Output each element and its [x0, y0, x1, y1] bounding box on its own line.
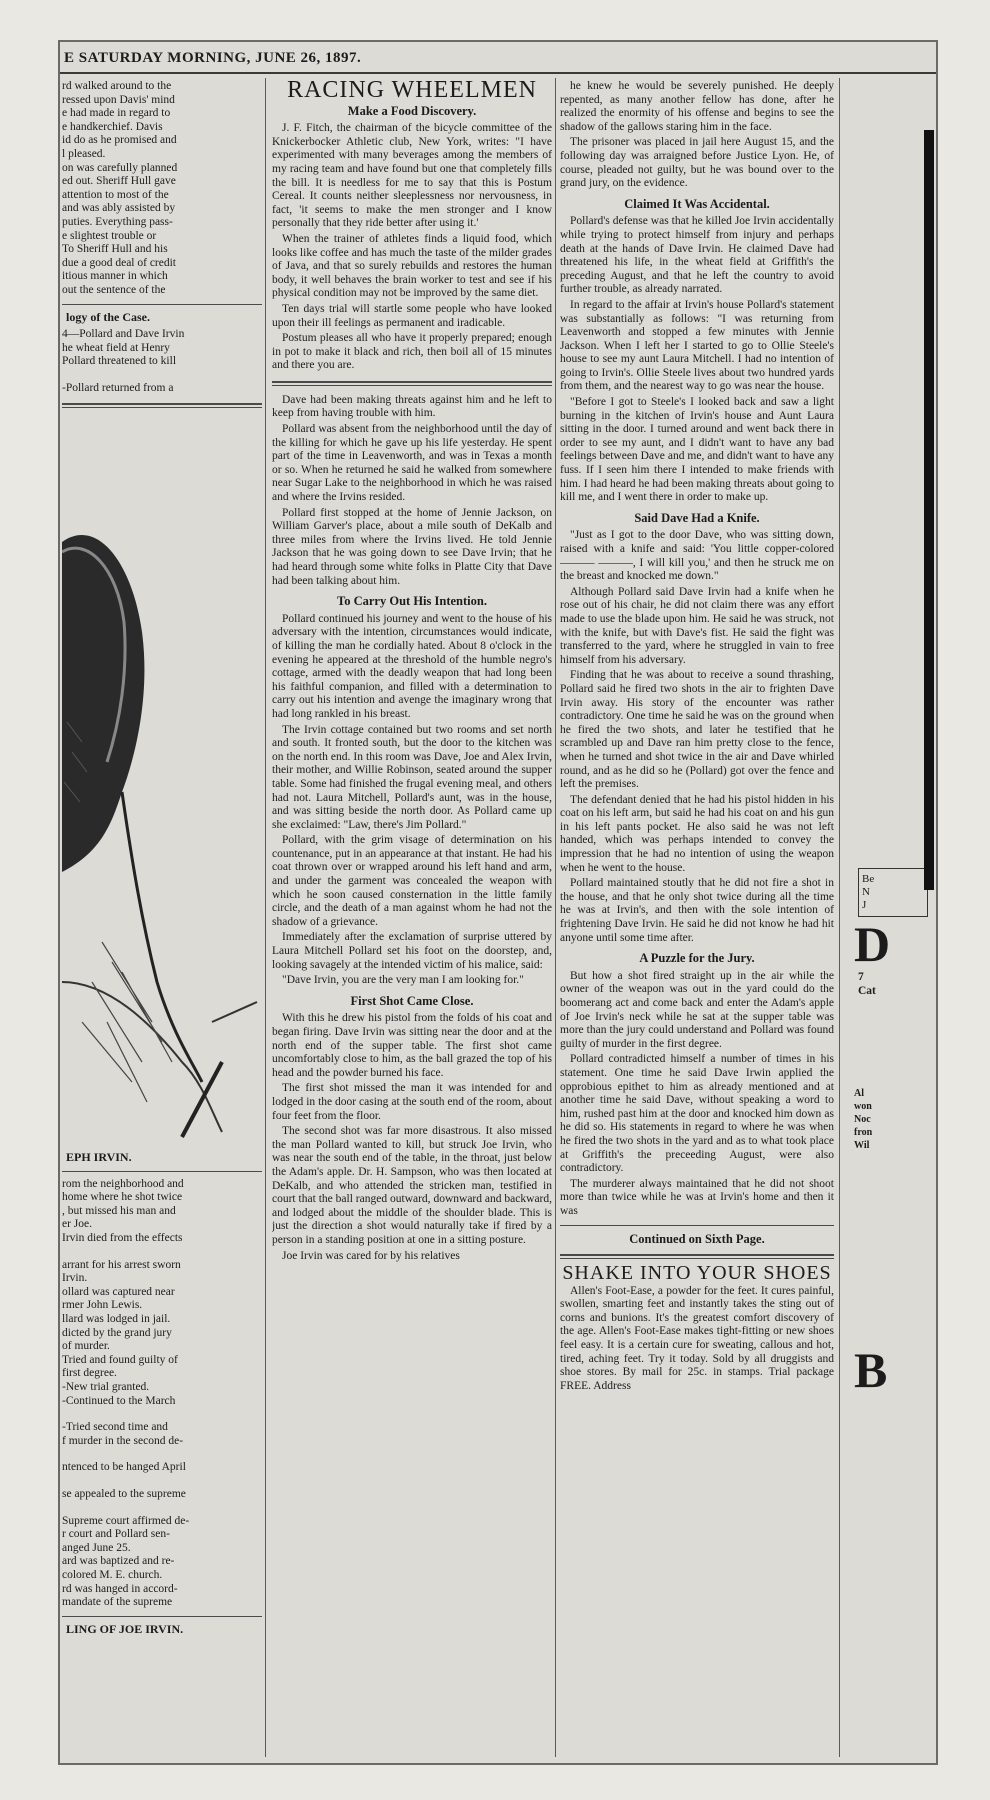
text-line: er Joe.	[62, 1218, 93, 1231]
text-line: dicted by the grand jury	[62, 1326, 172, 1339]
headline-racing-wheelmen: RACING WHEELMEN	[287, 80, 537, 103]
text-line: e handkerchief. Davis	[62, 120, 163, 133]
text-line: of murder.	[62, 1340, 110, 1353]
text-line: l pleased.	[62, 147, 106, 160]
text-line: won	[854, 1101, 872, 1113]
story-paragraphs-4	[560, 970, 834, 1219]
subhead-food-discovery: Make a Food Discovery.	[347, 103, 477, 118]
text-line: he wheat field at Henry	[62, 341, 170, 354]
paragraph: Finding that he was about to receive a sound thrashing, Pollard said he fired two shots in the air to frighten Dave Irvin away. His story of the encounter was rather contradictory. One time he said he was on the ground when he fired the two shots, and later he testified that he scrambled up and Dave ran him pretty close to the fence, when he turned and shot twice in the air and Dave whirled round, and as he did so he (Pollard) got over the fence and left the premises.	[560, 669, 834, 791]
story-paragraphs-3	[272, 1012, 552, 1263]
text-line: first degree.	[62, 1367, 117, 1380]
spacer	[846, 998, 934, 1088]
text-line: -Continued to the March	[62, 1394, 176, 1407]
text-line	[62, 1502, 262, 1515]
paragraph: The Irvin cottage contained but two rooms and set north and south. It fronted south, but the door to the kitchen was on the north end. In this room was Dave, Joe and Alex Irvin, their mother, and Willie Robinson, seated around the supper table. Some had finished the frugal evening meal, and others had not. Laura Mitchell, Pollard's aunt, was in the house, and was sitting beside the north door. As Pollard came up she exclaimed: "Law, there's Jim Pollard."	[272, 723, 552, 831]
divider	[62, 1616, 262, 1617]
text-line: 7	[858, 971, 864, 983]
text-line: puties. Everything pass-	[62, 215, 173, 228]
ad-box-fragment	[858, 868, 928, 917]
divider	[272, 381, 552, 386]
column-1	[62, 80, 262, 1757]
subhead-first-shot: First Shot Came Close.	[350, 993, 474, 1008]
chronology-heading: logy of the Case.	[66, 309, 150, 324]
text-line: rom the neighborhood and	[62, 1177, 184, 1190]
paragraph: Pollard first stopped at the home of Jennie Jackson, on William Garver's place, about a mile south of DeKalb and three miles from where the Irvins lived. He told Jennie Jackson that he was going down to see Dave Irvin; that he had heard through some white folks in Platte City that Dave had been talking about him.	[272, 506, 552, 587]
paragraph: Pollard, with the grim visage of determination on his countenance, put in an appearance at that instant. He had his coat thrown over or wrapped around his left hand and arm, and under the garment was concealed the weapon with which he soon caused consternation in the little family circle, and the death of a man against whom he had not the shadow of a grievance.	[272, 834, 552, 928]
paragraph: Joe Irvin was cared for by his relatives	[282, 1249, 460, 1262]
chronology-continued	[62, 1178, 262, 1610]
text-line: out the sentence of the	[62, 283, 166, 296]
portrait-caption: EPH IRVIN.	[66, 1150, 132, 1165]
text-line: Wil	[854, 1140, 870, 1152]
text-line: Noc	[854, 1114, 871, 1126]
text-line: Al	[854, 1088, 864, 1100]
text-line: , but missed his man and	[62, 1204, 176, 1217]
text-line: mandate of the supreme	[62, 1596, 173, 1609]
text-line	[62, 1408, 262, 1421]
paragraph: In regard to the affair at Irvin's house Pollard's statement was substantially as follows: "I was returning from Leavenworth and stopped a few minutes with Jennie Jackson. When I left her I started to go to Ollie Steele's house to see my aunt Laura Mitchell. I had no intention of going to Irvin's. Ollie Steele lives about two hundred yards from them, and the nearest way to go was near the house.	[560, 298, 834, 393]
paragraph: Ten days trial will startle some people who have looked upon their ill feelings as permanent and iradicable.	[272, 302, 552, 329]
paragraph: With this he drew his pistol from the folds of his coat and began firing. Dave Irvin was sitting near the door and at the north end of the supper table. The first shot came uncomfortably close to him, as the ball grazed the top of his head and the powder burned his face.	[272, 1012, 552, 1079]
continued-note: Continued on Sixth Page.	[629, 1231, 765, 1246]
column-2	[272, 80, 552, 1757]
paragraph: Pollard maintained stoutly that he did not fire a shot in the house, and that he only shot twice during all the time he was at Irvin's, and then with the sole intention of frightening Dave Irvin. He said he did not know he had hit anyone until some time after.	[560, 877, 834, 944]
text-line: itious manner in which	[62, 270, 168, 283]
column-1-top-text	[62, 80, 262, 298]
postum-article	[272, 122, 552, 373]
text-line: e slightest trouble or	[62, 229, 157, 242]
paragraph: When the trainer of athletes finds a liquid food, which looks like coffee and has much the taste of the milder grades of Java, and that so surely rebuilds and restores the human body, it well behaves the brain worker to test and see if his physical condition may not be improved by the same diet.	[272, 232, 552, 300]
divider	[62, 1171, 262, 1172]
text-line	[62, 1246, 262, 1259]
text-line: anged June 25.	[62, 1541, 131, 1554]
column-4-fragment	[846, 80, 934, 1757]
subhead-puzzle: A Puzzle for the Jury.	[639, 951, 755, 966]
subhead-knife: Said Dave Had a Knife.	[634, 510, 760, 525]
text-line: rd walked around to the	[62, 80, 172, 92]
paragraph: he knew he would be severely punished. He deeply repented, as many another fellow has done, after he realized the enormity of his offense and begins to see the shadow of the gallows staring him in the face.	[560, 80, 834, 133]
text-line: ed out. Sheriff Hull gave	[62, 175, 176, 188]
paragraph: J. F. Fitch, the chairman of the bicycle committee of the Knickerbocker Athletic club, New York, writes: "I have experimented with many beverages among the members of my racing team and have found but one that completely fills the bill. It is needless for me to say that this is Postum Cereal. It counts neither sleeplessness nor nervousness, in fact, 'it seems to make the men stronger and I know personally that they ride better after using it.'	[272, 122, 552, 230]
paragraph: Pollard continued his journey and went to the house of his adversary with the intention, circumstances would indicate, of killing the man he cordially hated. About 8 o'clock in the evening he appeared at the threshold of the humble negro's cottage, armed with the deadly weapon that had long been his faithful companion, and filled with a determination to carry out his intention and avenge the imaginary wrong that had long rankled in his breast.	[272, 612, 552, 720]
text-line: -New trial granted.	[62, 1380, 150, 1393]
spacer	[846, 1153, 934, 1343]
story-paragraphs	[560, 80, 834, 191]
text-line: Tried and found guilty of	[62, 1353, 178, 1366]
text-line: id do as he promised and	[62, 134, 177, 147]
ad-fragment-text-2	[854, 1088, 934, 1153]
text-line: Pollard threatened to kill	[62, 355, 177, 368]
paragraph: Pollard was absent from the neighborhood until the day of the killing for which he gave up his life yesterday. He spent part of the time in Leavenworth, and was in Texas a month or so. When he returned he said he walked from somewhere near Sugar Lake to the neighborhood in which he was raised and where the Irvins resided.	[272, 423, 552, 504]
text-line: attention to most of the	[62, 188, 169, 201]
text-line: colored M. E. church.	[62, 1568, 163, 1581]
ad-letter-b: B	[854, 1342, 888, 1399]
story-paragraphs-2	[272, 613, 552, 988]
paragraph: "Dave Irvin, you are the very man I am looking for."	[282, 974, 524, 987]
paragraph: Pollard's defense was that he killed Joe Irvin accidentally while trying to protect himself from injury and perhaps death at the hands of Dave Irvin. He claimed Dave had threatened his life, in the wheat field at Griffith's the preceding August, and that he left the country to avoid further trouble, as already narrated.	[560, 215, 834, 296]
text-line: e had made in regard to	[62, 107, 171, 120]
text-line	[62, 369, 262, 382]
chronology-list	[62, 328, 262, 395]
paragraph: Pollard contradicted himself a number of times in his statement. One time he said Dave Irwin applied the opprobious epithet to him as already mentioned and at another time he said Dave, without speaking a word to him, rushed past him at the door and knocked him down as he did so. His statements in regard to where he was when he fired the two shots in the yard and as to what took place at Griffith's the preceeding August, were also contradictory.	[560, 1053, 834, 1175]
text-line: Supreme court affirmed de-	[62, 1514, 190, 1527]
text-line: ntenced to be hanged April	[62, 1461, 186, 1474]
black-border	[924, 130, 934, 890]
paragraph: But how a shot fired straight up in the air while the owner of the weapon was out in the yard could do the boomerang act and come back and enter the Adam's apple of Joe Irvin's neck while he sat at the supper table was more than the jury could understand and Pollard was found guilty of murder in the first degree.	[560, 969, 834, 1050]
text-line: ard was baptized and re-	[62, 1555, 175, 1568]
text-line: Be	[862, 873, 875, 885]
text-line	[62, 1448, 262, 1461]
spacer	[846, 80, 934, 860]
text-line: N	[862, 886, 870, 898]
ad-headline: SHAKE INTO YOUR SHOES	[562, 1262, 832, 1285]
divider	[560, 1225, 834, 1226]
text-line: f murder in the second de-	[62, 1434, 184, 1447]
divider	[62, 304, 262, 305]
story-paragraphs	[272, 394, 552, 588]
subhead-accidental: Claimed It Was Accidental.	[624, 196, 770, 211]
paragraph: "Before I got to Steele's I looked back and saw a light burning in the kitchen of Irvin's house and Aunt Laura sitting in the door. I turned around and went back there in order to see my aunt, and I didn't want to have any bad feelings between Dave and me, and didn't want to have any fuss. If I seen him there I intended to make friends with him. I had heard he had been making threats about going to kill me, and I went there in order to make up.	[560, 396, 834, 504]
text-line: and was ably assisted by	[62, 202, 176, 215]
divider	[62, 403, 262, 408]
subhead-carry-out: To Carry Out His Intention.	[337, 594, 487, 609]
newspaper-page	[58, 40, 938, 1765]
text-line: se appealed to the supreme	[62, 1487, 186, 1500]
paragraph: Although Pollard said Dave Irvin had a knife when he rose out of his chair, he did not claim there was any effort made to use the blade upon him. He said he was struck, not with the knife, but with Dave's fist. He said the fight was transferred to the yard, where he struggled in vain to free himself from his adversary.	[560, 585, 834, 666]
paragraph: The prisoner was placed in jail here August 15, and the following day was arraigned before Justice Lyon. He, of course, pleaded not guilty, but he was bound over to the grand jury, on the evidence.	[560, 136, 834, 190]
text-line: rmer John Lewis.	[62, 1299, 143, 1312]
text-line: arrant for his arrest sworn	[62, 1258, 181, 1271]
text-line: J	[862, 899, 867, 911]
text-line: Irvin died from the effects	[62, 1232, 183, 1245]
paragraph: Postum pleases all who have it properly prepared; enough in pot to make it black and rich, then boil all of 15 minutes and there you are.	[272, 332, 552, 372]
column-rule	[555, 78, 556, 1757]
text-line: due a good deal of credit	[62, 256, 176, 269]
ad-fragment-text	[858, 971, 934, 998]
paragraph: The defendant denied that he had his pistol hidden in his coat on his left arm, but said he had his coat on and his gun in his left pants pocket. He also said he was not left handed, which was perhaps intended to convey the impression that he had no intention of using the weapon when he went to the house.	[560, 793, 834, 874]
paragraph: Immediately after the exclamation of surprise uttered by Laura Mitchell Pollard set his foot on the doorstep, and, looking savagely at the intended victim of his malice, said:	[272, 931, 552, 971]
text-line	[62, 1475, 262, 1488]
text-line: ressed upon Davis' mind	[62, 93, 175, 106]
paragraph: The first shot missed the man it was intended for and lodged in the door casing at the south end of the room, about four feet from the floor.	[272, 1082, 552, 1122]
column-3	[560, 80, 834, 1757]
portrait-illustration	[62, 422, 262, 1142]
paragraph: The murderer always maintained that he did not shoot more than twice while he was at Irvin's home and then it was	[560, 1177, 834, 1217]
text-line: 4—Pollard and Dave Irvin	[62, 328, 185, 341]
text-line: -Tried second time and	[62, 1421, 168, 1434]
text-line: r court and Pollard sen-	[62, 1528, 170, 1541]
masthead: E SATURDAY MORNING, JUNE 26, 1897.	[60, 42, 936, 74]
paragraph: The second shot was far more disastrous. It also missed the man Pollard wanted to kill, but struck Joe Irvin, who was near the south end of the table, in the throat, just below the Adam's apple. Dr. H. Sampson, who was then located at DeKalb, and who attended the stricken man, testified in court that the ball ranged outward, downward and backward, and lodged about the middle of the shoulder blade. This is just the direction a shot would naturally take if fired by a person in a standing position at one in a sitting posture.	[272, 1125, 552, 1246]
text-line: rd was hanged in accord-	[62, 1582, 178, 1595]
text-line: To Sheriff Hull and his	[62, 243, 168, 256]
text-line: fron	[854, 1127, 873, 1139]
text-line: llard was lodged in jail.	[62, 1313, 171, 1325]
text-line: Irvin.	[62, 1272, 88, 1285]
paragraph: "Just as I got to the door Dave, who was sitting down, raised with a knife and said: 'You little copper-colored ——— ———, I will kill you,' and then he struck me on the breast and knocked me down."	[560, 529, 834, 583]
text-line: -Pollard returned from a	[62, 381, 174, 394]
text-line: on was carefully planned	[62, 161, 178, 174]
column-rule	[265, 78, 266, 1757]
text-line: home where he shot twice	[62, 1191, 183, 1204]
story-paragraphs-3	[560, 529, 834, 945]
divider	[560, 1254, 834, 1259]
bottom-caption: LING OF JOE IRVIN.	[66, 1621, 184, 1636]
paragraph: Dave had been making threats against him and he left to keep from having trouble with him.	[272, 393, 552, 420]
ad-letter-d: D	[854, 916, 891, 972]
story-paragraphs-2	[560, 215, 834, 504]
text-line: Cat	[858, 984, 876, 997]
text-line: ollard was captured near	[62, 1285, 175, 1298]
column-rule	[839, 78, 840, 1757]
ad-text: Allen's Foot-Ease, a powder for the feet. It cures painful, swollen, smarting feet and instantly takes the sting out of corns and bunions. It's the greatest comfort discovery of the age. Allen's Foot-Ease makes tight-fitting or new shoes feel easy. It is a certain cure for sweating, callous and hot, tired, aching feet. Try it today. Sold by all druggists and shoe stores. By mail for 25c. in stamps. Trial package FREE. Address	[560, 1284, 834, 1392]
